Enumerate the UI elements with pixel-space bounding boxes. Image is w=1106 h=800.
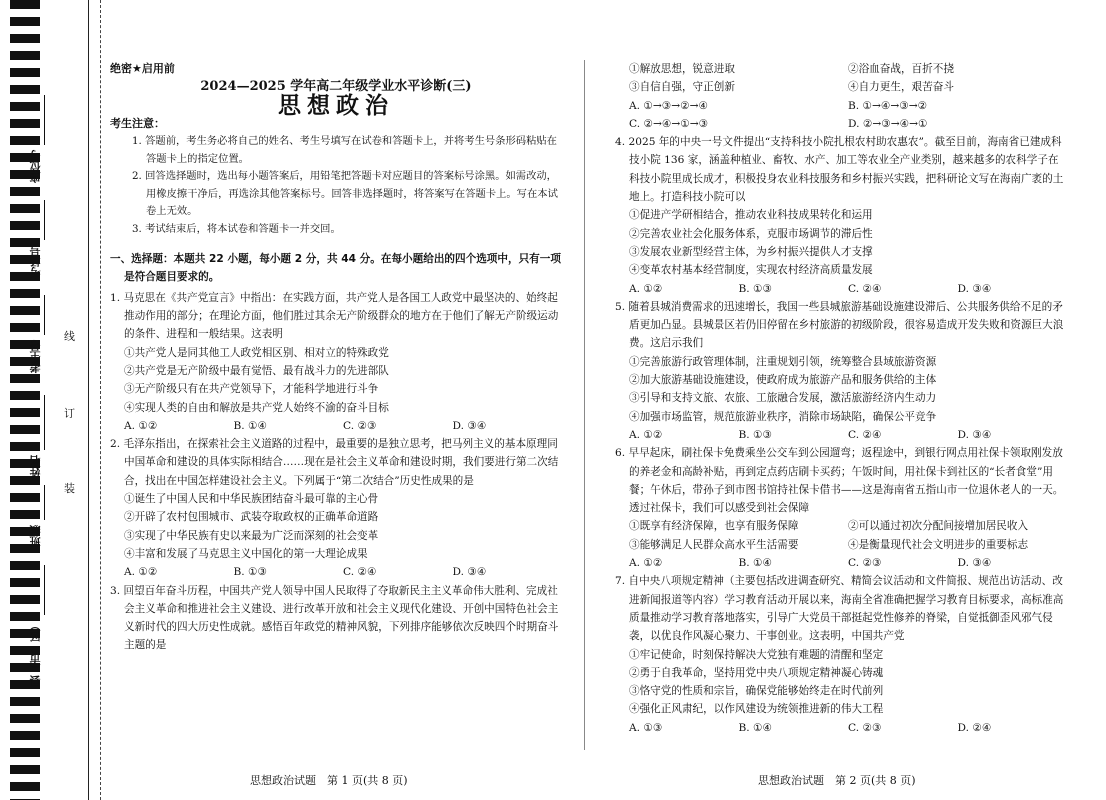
notice-item-3: 3. 考试结束后，将本试卷和答题卡一并交回。 — [132, 222, 341, 235]
seal-char-bind: 订 — [64, 407, 75, 420]
exam-room-line — [44, 200, 45, 240]
q4-option-4: ④变革农村基本经营制度，实现农村经济高质量发展 — [629, 264, 873, 277]
q5-option-1: ①完善旅游行政管理体制，注重规划引领，统筹整合县域旅游资源 — [629, 355, 937, 368]
q2-answer-b: B. ①③ — [233, 566, 268, 579]
q4-option-3: ③发展农业新型经营主体，为乡村振兴提供人才支撑 — [629, 245, 873, 258]
q1-answer-c: C. ②③ — [343, 419, 377, 432]
subject-title: 思想政治 — [278, 92, 394, 119]
q4-answers — [615, 280, 1067, 298]
name-line — [44, 395, 45, 450]
q2-option-3: ③实现了中华民族有史以来最为广泛而深刻的社会变革 — [124, 529, 379, 542]
q3-option-2: ②浴血奋战，百折不挠 — [848, 63, 954, 75]
q7-answer-d: D. ②④ — [957, 721, 992, 734]
q7-answers — [615, 719, 1067, 737]
footer-page-2: 思想政治试题 第 2 页(共 8 页) — [758, 774, 916, 787]
notice-item-2: 2. 回答选择题时，选出每小题答案后，用铅笔把答题卡对应题目的答案标号涂黑。如需改动，用橡皮擦干净后，再选涂其他答案标号。回答非选择题时，将答案写在答题卡上。写在本试卷上无效。 — [132, 170, 558, 218]
q5-answer-b: B. ①③ — [738, 428, 773, 441]
q1-option-2: ②共产党是无产阶级中最有觉悟、最有战斗力的先进部队 — [124, 364, 389, 377]
q5-answers — [615, 426, 1067, 444]
class-line — [44, 485, 45, 520]
q6-answer-c: C. ②③ — [848, 557, 882, 570]
q6-answer-b: B. ①④ — [738, 557, 773, 570]
q3-option-4: ④自力更生，艰苦奋斗 — [848, 81, 954, 94]
q2-answer-a: A. ①② — [124, 566, 158, 579]
q6-option-3: ③能够满足人民群众高水平生活需要 — [629, 538, 799, 551]
page-1-column — [110, 60, 562, 655]
q6-option-4: ④是衡量现代社会文明进步的重要标志 — [848, 538, 1029, 551]
binding-dashed-line — [100, 0, 102, 800]
q7-option-2: ②勇于自我革命，坚持用党中央八项规定精神凝心铸魂 — [629, 666, 884, 679]
q1-stem: 1. 马克思在《共产党宣言》中指出：在实践方面，共产党人是各国工人政党中最坚决的、始终起推动作用的部分；在理论方面，他们胜过其余无产阶级群众的地方在于他们了解无产阶级运动的条件、进程和一般结果。这表明 — [110, 291, 559, 341]
seal-char-pack: 装 — [64, 482, 75, 495]
q3-answers-row-1 — [615, 97, 1067, 115]
q7-stem: 7. 自中央八项规定精神（主要包括改进调查研究、精简会议活动和文件简报、规范出访活动、改进新闻报道等内容）学习教育活动开展以来，海南全省准确把握学习教育目标要求，高标准高质量推动学习教育落地落实，引导广大党员干部挺起党性修养的脊梁，自觉抵御歪风邪气侵袭，以优良作风凝心聚力、干事创业。这表明，中国共产党 — [615, 575, 1064, 643]
q6-option-2: ②可以通过初次分配间接增加居民收入 — [848, 520, 1029, 533]
q3-stem: 3. 回望百年奋斗历程，中国共产党人领导中国人民取得了夺取新民主主义革命伟大胜利、完成社会主义革命和推进社会主义建设、进行改革开放和社会主义现代化建设、开创中国特色社会主义新时代的四大历史性成就。感悟百年政党的精神风貌，下列排序能够依次反映四个时期奋斗主题的是 — [110, 584, 559, 652]
q4-answer-c: C. ②④ — [848, 282, 882, 295]
q5-answer-c: C. ②④ — [848, 428, 882, 441]
q3-options-row-1 — [615, 60, 1067, 78]
q3-option-1: ①解放思想，锐意进取 — [629, 63, 735, 75]
candidate-number-label: 考生号 — [29, 340, 42, 373]
q7-option-4: ④强化正风肃纪，以作风建设为统领推进新的伟大工程 — [629, 703, 884, 716]
q6-answers — [615, 554, 1067, 572]
q3-options-row-2 — [615, 78, 1067, 96]
q6-answer-d: D. ③④ — [957, 557, 992, 570]
q4-option-1: ①促进产学研相结合，推动农业科技成果转化和运用 — [629, 209, 873, 222]
q4-stem: 4. 2025 年的中央一号文件提出“支持科技小院扎根农村助农惠农”。截至目前，海南省已建成科技小院 136 家，涵盖种植业、畜牧、水产、加工等农业全产业类别，越来越多的农科学子在科技小院里成长成才，积极投身农业科技服务和乡村振兴实践，把科研论文写在海南广袤的土地上。打造科技小院可以 — [615, 136, 1064, 204]
q2-answers — [110, 563, 562, 581]
exam-title: 2024—2025 学年高二年级学业水平诊断(三) — [200, 79, 472, 95]
q3-answer-d: D. ②→③→④→① — [848, 117, 928, 130]
q7-answer-c: C. ②③ — [848, 721, 882, 734]
page-divider — [584, 60, 585, 750]
q7-answer-a: A. ①③ — [629, 721, 663, 734]
q7-option-3: ③恪守党的性质和宗旨，确保党能够始终走在时代前列 — [629, 685, 884, 698]
secret-label: 绝密★启用前 — [110, 62, 175, 75]
q2-answer-d: D. ③④ — [452, 566, 487, 579]
q6-options-row-1 — [615, 517, 1067, 535]
q3-answer-c: C. ②→④→①→③ — [629, 117, 709, 130]
q3-option-3: ③自信自强，守正创新 — [629, 81, 735, 94]
binding-line — [88, 0, 89, 800]
q1-option-3: ③无产阶级只有在共产党领导下，才能科学地进行斗争 — [124, 383, 379, 396]
q1-answers — [110, 417, 562, 435]
q6-options-row-2 — [615, 536, 1067, 554]
q5-stem: 5. 随着县城消费需求的迅速增长，我国一些县城旅游基础设施建设滞后、公共服务供给不足的矛盾更加凸显。县城景区若仍旧停留在乡村旅游的初级阶段，很容易造成开发失败和资源巨大浪费。这启示我们 — [615, 300, 1064, 350]
seal-char-line: 线 — [64, 330, 75, 343]
candidate-number-line — [44, 295, 45, 335]
q5-option-2: ②加大旅游基础设施建设，使政府成为旅游产品和服务供给的主体 — [629, 374, 937, 387]
q7-answer-b: B. ①④ — [738, 721, 773, 734]
class-label: 班级 — [29, 525, 42, 547]
q4-answer-d: D. ③④ — [957, 282, 992, 295]
notice-title: 考生注意： — [110, 116, 165, 130]
seat-number-label: 座位号 — [29, 150, 42, 183]
q4-answer-a: A. ①② — [629, 282, 663, 295]
q7-option-1: ①牢记使命，时刻保持解决大党独有难题的清醒和坚定 — [629, 648, 884, 661]
q5-option-3: ③引导和支持文旅、农旅、工旅融合发展，激活旅游经济内生动力 — [629, 392, 937, 405]
q5-option-4: ④加强市场监管，规范旅游业秩序，消除市场缺陷，确保公平竞争 — [629, 410, 937, 423]
q1-option-4: ④实现人类的自由和解放是共产党人始终不渝的奋斗目标 — [124, 401, 389, 414]
q3-answer-b: B. ①→④→③→② — [848, 99, 928, 112]
footer-page-1: 思想政治试题 第 1 页(共 8 页) — [250, 774, 408, 787]
q3-answer-a: A. ①→③→②→④ — [629, 99, 709, 112]
exam-room-label: 考场号 — [29, 245, 42, 278]
q3-answers-row-2 — [615, 115, 1067, 133]
notice-item-1: 1. 答题前，考生务必将自己的姓名、考生号填写在试卷和答题卡上，并将考生号条形码粘贴在答题卡上的指定位置。 — [132, 135, 557, 165]
q2-option-2: ②开辟了农村包围城市、武装夺取政权的正确革命道路 — [124, 511, 379, 524]
name-label: 姓名 — [29, 455, 42, 477]
q2-option-1: ①诞生了中国人民和中华民族团结奋斗最可靠的主心骨 — [124, 493, 379, 506]
q4-option-2: ②完善农业社会化服务体系，克服市场调节的滞后性 — [629, 227, 873, 240]
q2-answer-c: C. ②④ — [343, 566, 377, 579]
q6-answer-a: A. ①② — [629, 557, 663, 570]
page-2-column — [615, 60, 1067, 737]
q1-option-1: ①共产党人是同其他工人政党相区别、相对立的特殊政党 — [124, 346, 389, 359]
q2-option-4: ④丰富和发展了马克思主义中国化的第一大理论成果 — [124, 547, 368, 560]
q6-option-1: ①既享有经济保障，也享有服务保障 — [629, 520, 799, 533]
county-line — [44, 565, 45, 615]
q1-answer-d: D. ③④ — [452, 419, 487, 432]
q4-answer-b: B. ①③ — [738, 282, 773, 295]
q6-stem: 6. 早早起床，刷社保卡免费乘坐公交车到公园遛弯；返程途中，到银行网点用社保卡领取刚发放的养老金和高龄补贴，再到定点药店刷卡买药；午饭时间，用社保卡到社区的“长者食堂”用餐；午休后，带孙子到市图书馆持社保卡借书——这是海南省五指山市一位退休老人的一天。透过社保卡，我们可以感受到社会保障 — [615, 447, 1064, 515]
q5-answer-d: D. ③④ — [957, 428, 992, 441]
q1-answer-a: A. ①② — [124, 419, 158, 432]
county-label: 县（市、区） — [29, 620, 42, 686]
q2-stem: 2. 毛泽东指出，在探索社会主义道路的过程中，最重要的是独立思考，把马列主义的基本原理同中国革命和建设的具体实际相结合……现在是社会主义革命和建设时期，我们要进行第二次结合，找出在中国怎样建设社会主义。下列属于“第二次结合”历史性成果的是 — [110, 438, 559, 487]
q5-answer-a: A. ①② — [629, 428, 663, 441]
q1-answer-b: B. ①④ — [233, 419, 268, 432]
section-1-heading: 一、选择题：本题共 22 小题，每小题 2 分，共 44 分。在每小题给出的四个选项中，只有一项是符合题目要求的。 — [110, 253, 561, 284]
seat-number-line — [44, 95, 45, 145]
